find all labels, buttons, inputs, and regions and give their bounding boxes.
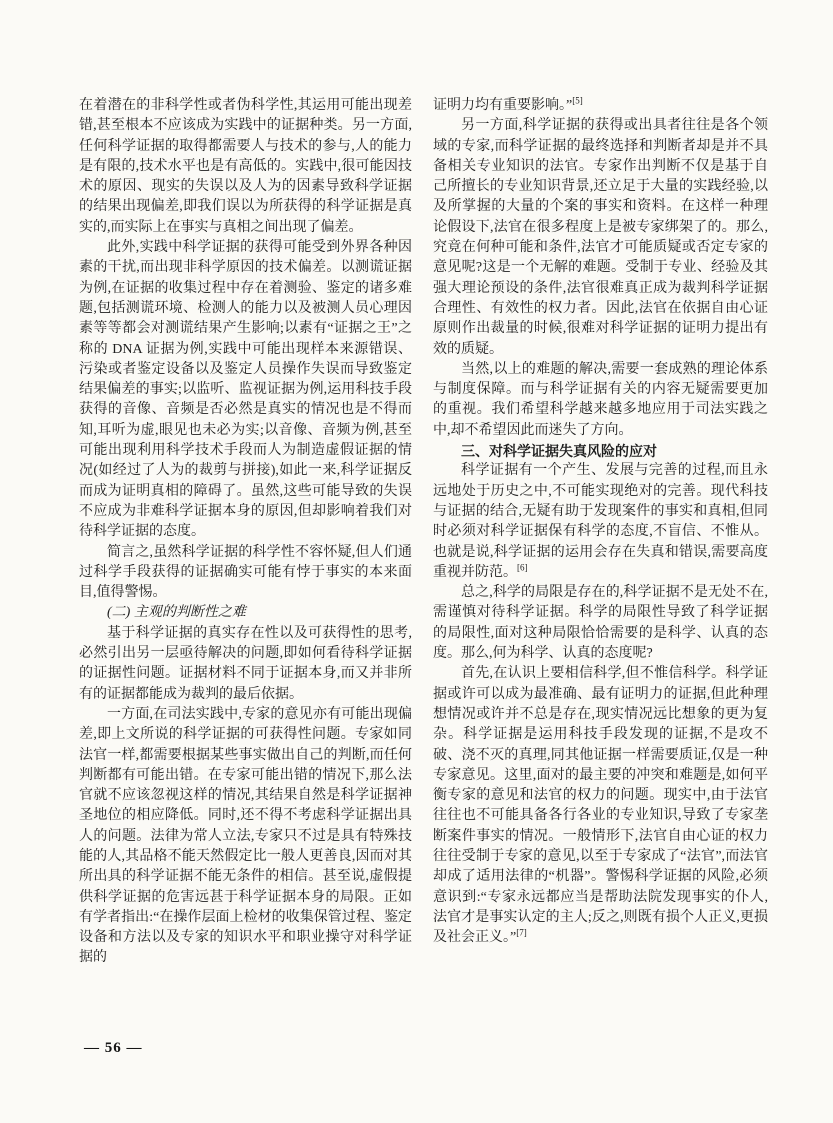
paragraph: 一方面,在司法实践中,专家的意见亦有可能出现偏差,即上文所说的科学证据的可获得性问题。专家如同法官一样,都需要根据某些事实做出自己的判断,而任何判断都有可能出错。在专家可能出错的情况下,那么法官就不应该忽视这样的情况,其结果自然是科学证据神圣地位的相应降低。同时,还不得不考虑科学证据出具人的问题。法律为常人立法,专家只不过是具有特殊技能的人,其品格不能天然假定比一般人更善良,因而对其所出具的科学证据不能无条件的相信。甚至说,虚假提供科学证据的危害远甚于科学证据本身的局限。正如有学者指出:“在操作层面上检材的收集保管过程、鉴定设备和方法以及专家的知识水平和职业操守对科学证据的 <box>79 706 412 966</box>
paragraph: 证明力均有重要影响。”[5] <box>433 95 583 113</box>
paragraph: 在着潜在的非科学性或者伪科学性,其运用可能出现差错,甚至根本不应该成为实践中的证据种类。另一方面,任何科学证据的取得都需要人与技术的参与,人的能力是有限的,技术水平也是有高低的。实践中,很可能因技术的原因、现实的失误以及人为的因素导致科学证据的结果出现偏差,即我们误以为所获得的科学证据是真实的,而实际上在事实与真相之间出现了偏差。 <box>79 98 412 235</box>
paragraph: 当然,以上的难题的解决,需要一套成熟的理论体系与制度保障。而与科学证据有关的内容无疑需要更加的重视。我们希望科学越来越多地应用于司法实践之中,却不希望因此而迷失了方向。 <box>433 361 768 438</box>
paragraph: 总之,科学的局限是存在的,科学证据不是无处不在,需谨慎对待科学证据。科学的局限性导致了科学证据的局限性,面对这种局限恰恰需要的是科学、认真的态度。那么,何为科学、认真的态度呢? <box>433 585 768 662</box>
paragraph: 科学证据有一个产生、发展与完善的过程,而且永远地处于历史之中,不可能实现绝对的完善。现代科技与证据的结合,无疑有助于发现案件的事实和真相,但同时必须对科学证据保有科学的态度,不盲信、不惟从。也就是说,科学证据的运用会存在失真和错误,需要高度重视并防范。[6] <box>433 463 768 580</box>
page-number: — 56 — <box>84 1040 143 1056</box>
paragraph: 基于科学证据的真实存在性以及可获得性的思考,必然引出另一层亟待解决的问题,即如何看待科学证据的证据性问题。证据材料不同于证据本身,而又并非所有的证据都能成为裁判的最后依据。 <box>79 625 412 702</box>
section-heading: 三、对科学证据失真风险的应对 <box>461 443 657 460</box>
subsection-heading: (二) 主观的判断性之难 <box>107 605 246 621</box>
footnote-ref: [5] <box>572 95 583 106</box>
paragraph: 此外,实践中科学证据的获得可能受到外界各种因素的干扰,而出现非科学原因的技术偏差。以测谎证据为例,在证据的收集过程中存在着测验、鉴定的诸多难题,包括测谎环境、检测人的能力以及被测人员心理因素等等都会对测谎结果产生影响;以素有“证据之王”之称的 DNA 证据为例,实践中可能出现样本来源错误、污染或者鉴定设备以及鉴定人员操作失误而导致鉴定结果偏差的事实;以监听、监视证据为例,运用科技手段获得的音像、音频是否必然是真实的情况也是不得而知,耳听为虚,眼见也未必为实;以音像、音频为例,甚至可能出现利用科学技术手段而人为制造虚假证据的情况(如经过了人为的裁剪与拼接),如此一来,科学证据反而成为证明真相的障碍了。虽然,这些可能导致的失误不应成为非难科学证据本身的原因,但却影响着我们对待科学证据的态度。 <box>79 240 412 540</box>
footnote-ref: [7] <box>516 927 527 938</box>
footnote-ref: [6] <box>517 562 528 573</box>
left-column <box>79 96 412 969</box>
paragraph: 另一方面,科学证据的获得或出具者往往是各个领域的专家,而科学证据的最终选择和判断者却是并不具备相关专业知识的法官。专家作出判断不仅是基于自己所擅长的专业知识背景,还立足于大量的实践经验,以及所掌握的大量的个案的事实和资料。在这样一种理论假设下,法官在很多程度上是被专家绑架了的。那么,究竟在何种可能和条件,法官才可能质疑或否定专家的意见呢?这是一个无解的难题。受制于专业、经验及其强大理论预设的条件,法官很难真正成为裁判科学证据合理性、有效性的权力者。因此,法官在依据自由心证原则作出裁量的时候,很难对科学证据的证明力提出有效的质疑。 <box>433 118 768 357</box>
paragraph: 简言之,虽然科学证据的科学性不容怀疑,但人们通过科学手段获得的证据确实可能有悖于事实的本来面目,值得警惕。 <box>79 544 412 601</box>
paragraph: 首先,在认识上要相信科学,但不惟信科学。科学证据或许可以成为最准确、最有证明力的证据,但此种理想情况或许并不总是存在,现实情况远比想象的更为复杂。科学证据是运用科技手段发现的证据,不是攻不破、浇不灭的真理,同其他证据一样需要质证,仅是一种专家意见。这里,面对的最主要的冲突和难题是,如何平衡专家的意见和法官的权力的问题。现实中,由于法官往往也不可能具备各行各业的专业知识,导致了专家垄断案件事实的情况。一般情形下,法官自由心证的权力往往受制于专家的意见,以至于专家成了“法官”,而法官却成了适用法律的“机器”。警惕科学证据的风险,必须意识到:“专家永远都应当是帮助法院发现事实的仆人,法官才是事实认定的主人;反之,则既有损个人正义,更损及社会正义。”[7] <box>433 666 768 946</box>
right-column <box>433 96 768 948</box>
